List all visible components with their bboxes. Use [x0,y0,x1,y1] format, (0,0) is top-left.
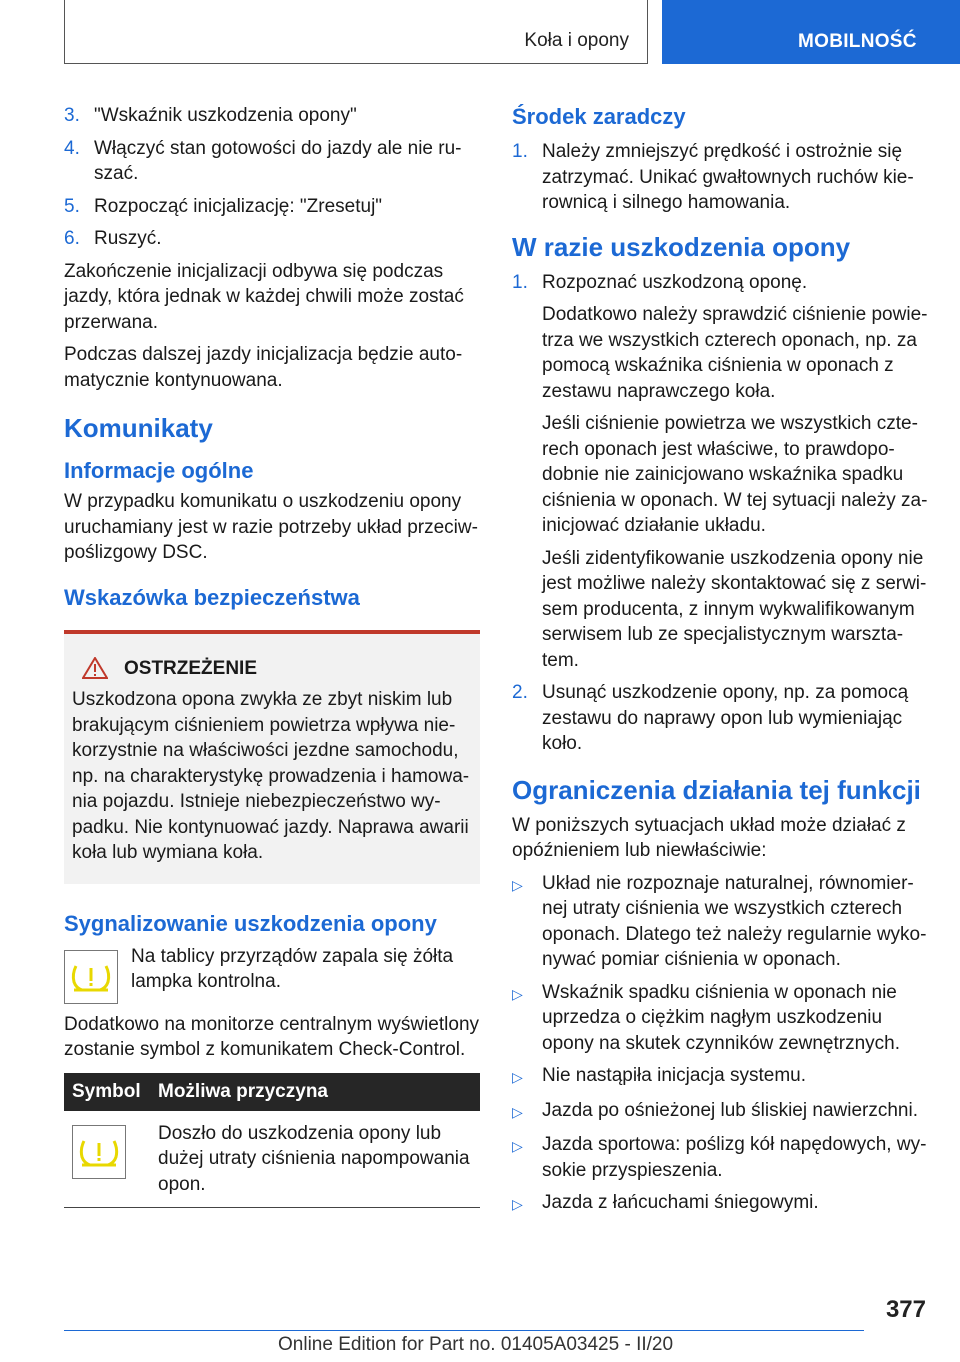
bullet-triangle-icon: ▷ [512,876,523,893]
sub-paragraph: Jeśli zidentyfikowanie uszkodzenia opony nie jest możliwe należy skontaktować się z serwisem producenta, z innym wykwalifikowanym serwisem lub ze specjalistycznym warsztatem. [542,547,927,671]
heading-info: Informacje ogólne [64,458,254,483]
step-item [64,226,480,252]
sub-paragraph: Jeśli ciśnienie powietrza we wszystkich czterech oponach jest właściwe, to prawdopodobnie nie zainicjowano wskaźnika spadku ciśnienia w oponach. W tej sytuacji należy zainicjować działanie układu. [542,413,928,536]
chapter-title: MOBILNOŚĆ [798,31,917,52]
tpms-warning-icon [70,960,112,994]
bullet-triangle-icon: ▷ [512,1196,523,1212]
heading-safety: Wskazówka bezpieczeństwa [64,584,360,610]
heading-limits: Ograniczenia działania tej funkcji [512,774,921,805]
info-text: W przypadku komunikatu o uszkodzeniu opony uruchamiany jest w razie potrzeby układ przeciwpoślizgowy DSC. [64,491,478,563]
step-number: 1. [512,271,528,293]
step-number: 5. [64,195,80,217]
list-item-text: Jazda sportowa: poślizg kół napędowych, wysokie przyspieszenia. [542,1134,927,1181]
heading-damage: W razie uszkodzenia opony [512,231,851,262]
step-number: 1. [512,141,528,162]
signal-text: Na tablicy przyrządów zapala się żółta lampka kontrolna. [131,945,454,992]
step-text: Rozpocząć inicjalizację: "Zresetuj" [94,195,383,217]
table-header-cause: Możliwa przyczyna [150,1073,480,1111]
footer-edition[interactable]: Online Edition for Part no. 01405A03425 - II/20 [278,1334,674,1355]
tpms-warning-icon-box [64,950,118,1004]
bullet-triangle-icon: ▷ [512,985,523,1002]
step-text: Rozpoznać uszkodzoną oponę. [542,271,808,293]
list-item [512,871,928,973]
list-item-text: Nie nastąpiła inicjacja systemu. [542,1065,807,1086]
table-header-symbol: Symbol [64,1073,150,1111]
heading-remedy: Środek zaradczy [512,104,686,129]
table-row [64,1111,480,1208]
list-item [512,980,928,1057]
step-text: Należy zmniejszyć prędkość i ostrożnie się zatrzymać. Unikać gwałtownych ruchów kierownicą i silnego hamowania. [542,141,914,213]
warning-header [72,656,470,682]
chapter-tab[interactable] [662,0,960,64]
table-cell-symbol [64,1111,150,1208]
monitor-text: Dodatkowo na monitorze centralnym wyświetlony zostanie symbol z komunikatem Check-Control. [64,1013,480,1060]
step-item [64,136,480,187]
step-number: 4. [64,137,80,159]
warning-text: Uszkodzona opona zwykła ze zbyt niskim lub brakującym ciśnieniem powietrza wpływa niekorzystnie na właściwości jezdne samochodu, np. na charakterystykę prowadzenia i hamowania pojazdu. Istnieje niebezpieczeństwo wypadku. Nie kontynuować jazdy. Naprawa awarii koła lub wymiana koła. [72,689,470,863]
list-item [512,1098,928,1126]
step-text: Włączyć stan gotowości do jazdy ale nie ruszać. [94,137,462,184]
list-item-text: Układ nie rozpoznaje naturalnej, równomiernej utraty ciśnienia we wszystkich czterech oponach. Dlatego też należy regularnie wykonywać pomiar ciśnienia w oponach. [542,872,927,970]
damage-step [512,680,928,757]
table-cell-cause: Doszło do uszkodzenia opony lub dużej utraty ciśnienia napompowania opon. [150,1111,480,1208]
tpms-warning-icon [78,1135,120,1169]
sub-paragraph: Dodatkowo należy sprawdzić ciśnienie powietrza we wszystkich czterech oponach, np. za pomocą wskaźnika ciśnienia w oponach z zestawu naprawczego koła. [542,304,928,402]
damage-step [512,270,928,296]
limits-intro: W poniższych sytuacjach układ może działać z opóźnieniem lub niewłaściwie: [512,814,906,861]
step-text: Usunąć uszkodzenie opony, np. za pomocą zestawu do naprawy opon lub wymieniając koło. [542,682,909,754]
list-item [512,1063,928,1091]
step-item [64,103,480,129]
remedy-item [512,139,928,216]
list-item-text: Jazda po ośnieżonej lub śliskiej nawierzchni. [542,1099,918,1121]
step-number: 6. [64,228,80,249]
heading-komunikaty: Komunikaty [64,413,213,443]
warning-box [64,630,480,884]
bullet-triangle-icon: ▷ [512,1103,523,1120]
section-title: Koła i opony [524,30,629,51]
step-item [64,194,480,220]
table-header-row [64,1073,480,1111]
right-column [512,103,928,1225]
left-column [64,103,480,1208]
paragraph: Podczas dalszej jazdy inicjalizacja będzie automatycznie kontynuowana. [64,344,463,391]
header-section-box [64,0,648,64]
list-item-text: Wskaźnik spadku ciśnienia w oponach nie uprzedza o ciężkim nagłym uszkodzeniu opony na skutek czynników zewnętrznych. [542,981,901,1054]
step-number: 2. [512,682,528,703]
bullet-triangle-icon: ▷ [512,1069,523,1085]
tpms-warning-icon-box [72,1125,126,1179]
footer-divider [64,1330,864,1331]
page-number: 377 [885,1296,926,1323]
step-text: "Wskaźnik uszkodzenia opony" [94,105,357,126]
warning-title: OSTRZEŻENIE [124,657,258,679]
list-item [512,1132,928,1183]
step-number: 3. [64,105,80,126]
signal-row [64,938,480,1004]
warning-triangle-icon [82,657,108,679]
step-text: Ruszyć. [94,228,162,249]
list-item-text: Jazda z łańcuchami śniegowymi. [542,1192,819,1213]
symbol-table [64,1073,480,1209]
paragraph: Zakończenie inicjalizacji odbywa się podczas jazdy, która jednak w każdej chwili może zostać przerwana. [64,260,464,333]
list-item [512,1190,928,1218]
heading-signal: Sygnalizowanie uszkodzenia opony [64,910,437,936]
bullet-triangle-icon: ▷ [512,1138,523,1154]
